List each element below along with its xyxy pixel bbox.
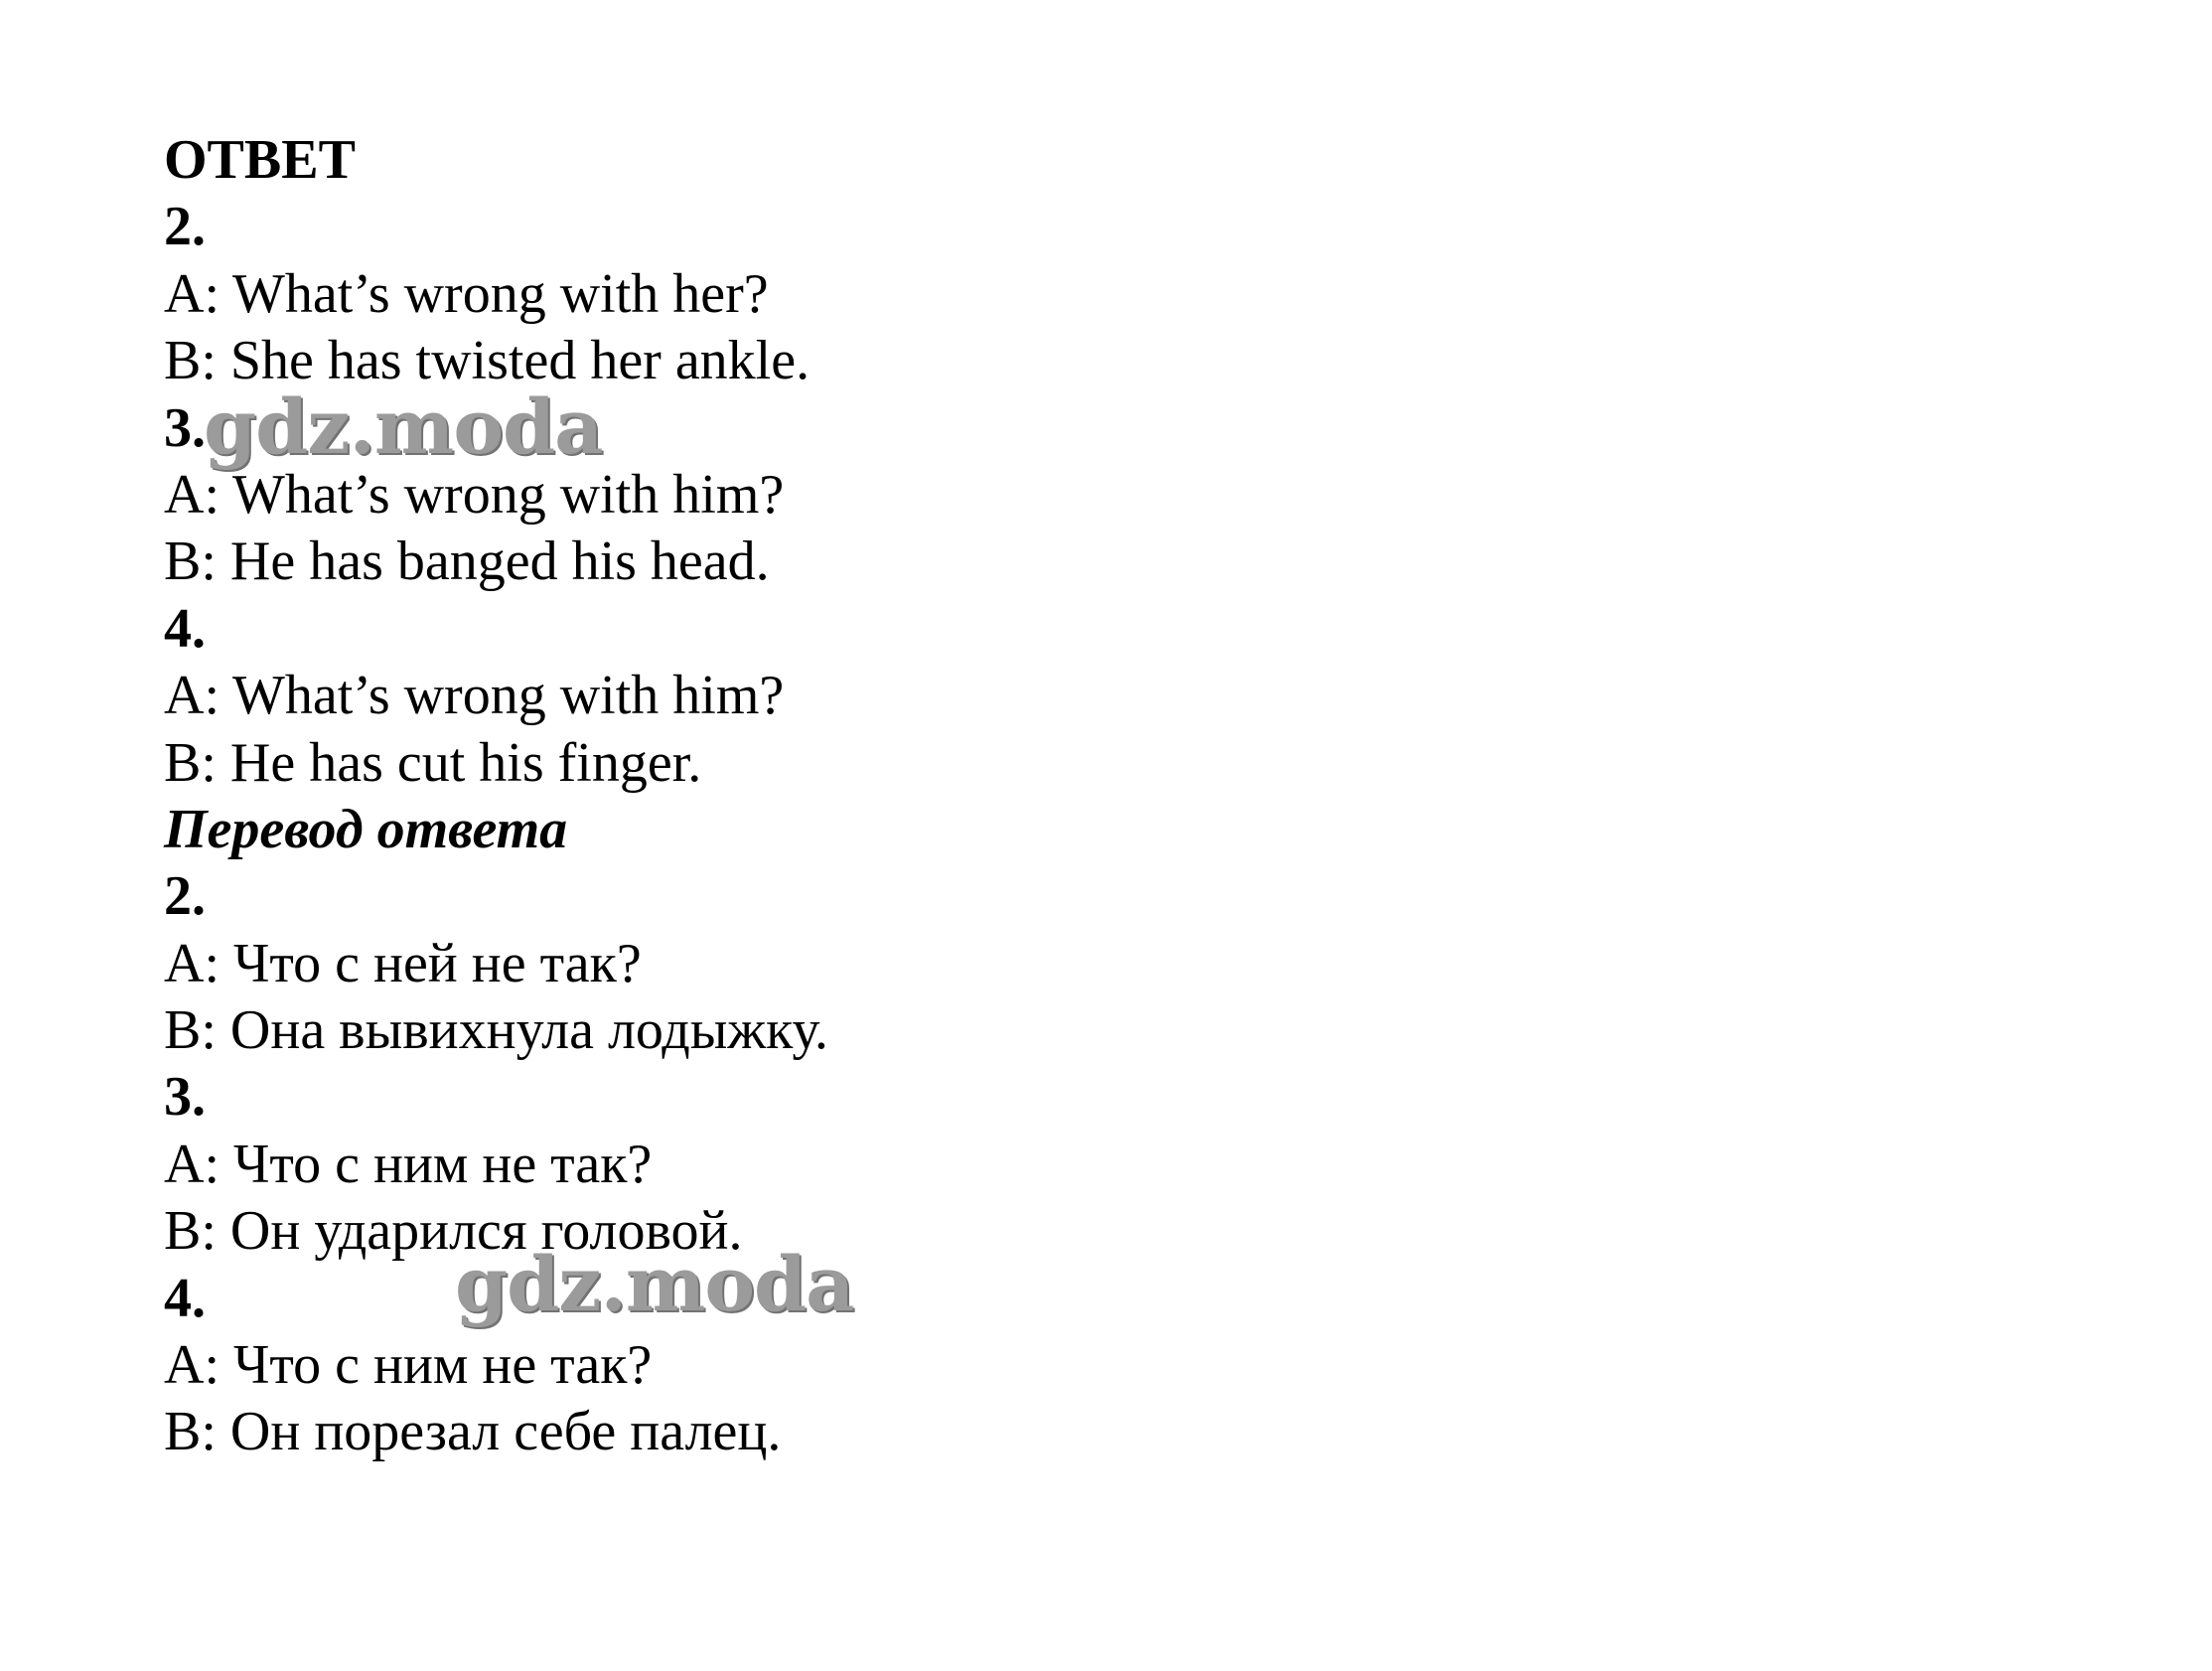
answer-item-number: 4.	[164, 597, 206, 660]
translation-item-number: 3.	[164, 1066, 206, 1129]
translation-line-b: B: Он ударился головой.	[164, 1200, 743, 1263]
answer-line-b: B: He has cut his finger.	[164, 731, 702, 794]
translation-line-b: B: Он порезал себе палец.	[164, 1401, 782, 1463]
translation-line-b: B: Она вывихнула лодыжку.	[164, 999, 828, 1062]
translation-heading: Перевод ответа	[164, 798, 568, 860]
answer-line-a: A: What’s wrong with him?	[164, 463, 785, 526]
watermark-logo: gdz.moda	[455, 1240, 854, 1328]
answer-line-a: A: What’s wrong with her?	[164, 262, 769, 325]
translation-line-a: A: Что с ней не так?	[164, 932, 642, 994]
translation-line-a: A: Что с ним не так?	[164, 1133, 653, 1195]
document-page	[164, 127, 1852, 1466]
watermark-logo: gdz.moda	[204, 382, 603, 471]
answer-item-number: 3.	[164, 396, 206, 459]
answer-item-number: 2.	[164, 196, 206, 258]
answer-heading: ОТВЕТ	[164, 129, 356, 191]
translation-line-a: A: Что с ним не так?	[164, 1334, 653, 1397]
translation-item-number: 2.	[164, 865, 206, 928]
answer-line-b: B: He has banged his head.	[164, 531, 770, 593]
answer-line-a: A: What’s wrong with him?	[164, 665, 785, 727]
translation-item-number: 4.	[164, 1267, 206, 1329]
answer-line-b: B: She has twisted her ankle.	[164, 330, 811, 392]
